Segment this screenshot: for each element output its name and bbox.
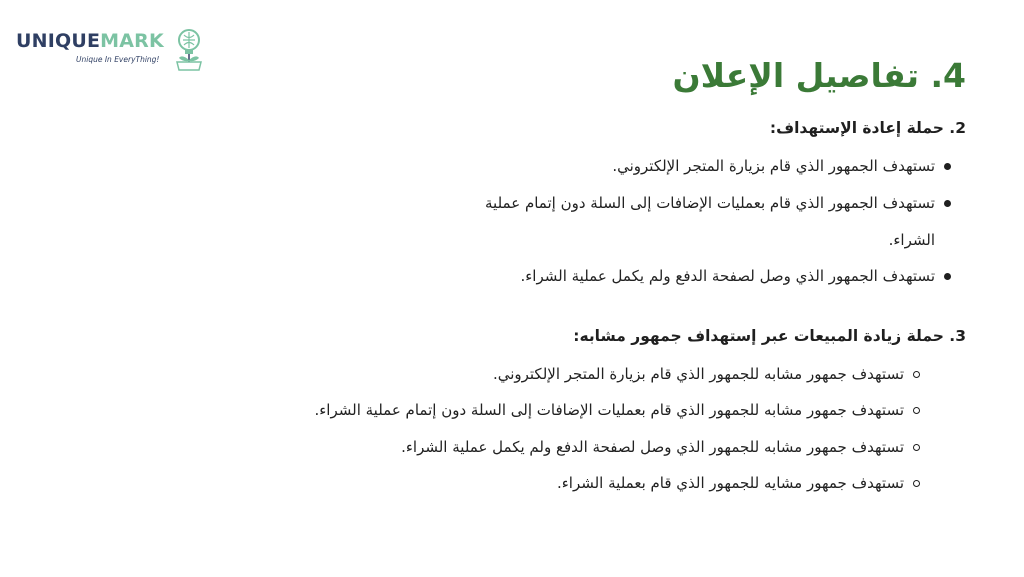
section-heading-lookalike: 3. حملة زيادة المبيعات عبر إستهداف جمهور مشابه: bbox=[573, 327, 966, 345]
logo-word-mark: MARK bbox=[100, 30, 164, 52]
list-item: تستهدف جمهور مشابه للجمهور الذي وصل لصفحة الدفع ولم يكمل عملية الشراء. bbox=[401, 438, 904, 456]
list-item: تستهدف الجمهور الذي قام بزيارة المتجر الإلكتروني. bbox=[612, 157, 935, 175]
bullet-disc bbox=[944, 163, 951, 170]
bullet-disc bbox=[944, 200, 951, 207]
section-heading-retargeting: 2. حملة إعادة الإستهداف: bbox=[769, 119, 966, 137]
bullet-circle bbox=[913, 444, 920, 451]
page-title: 4. تفاصيل الإعلان bbox=[672, 56, 966, 95]
list-item-continuation: الشراء. bbox=[888, 231, 935, 249]
logo-word-unique: UNIQUE bbox=[16, 30, 101, 52]
list-item: تستهدف جمهور مشابه للجمهور الذي قام بزيارة المتجر الإلكتروني. bbox=[492, 365, 904, 383]
list-item: تستهدف الجمهور الذي وصل لصفحة الدفع ولم يكمل عملية الشراء. bbox=[520, 267, 935, 285]
logo-tagline: Unique In EveryThing! bbox=[76, 55, 160, 64]
bullet-circle bbox=[913, 480, 920, 487]
logo-wordmark bbox=[16, 30, 164, 52]
bullet-circle bbox=[913, 407, 920, 414]
brand-logo bbox=[14, 28, 214, 74]
lightbulb-plant-icon bbox=[174, 28, 206, 72]
bullet-disc bbox=[944, 273, 951, 280]
list-item: تستهدف جمهور مشابه للجمهور الذي قام بعمليات الإضافات إلى السلة دون إتمام عملية الشراء. bbox=[314, 401, 904, 419]
list-item: تستهدف جمهور مشايه للجمهور الذي قام بعملية الشراء. bbox=[556, 474, 904, 492]
bullet-circle bbox=[913, 371, 920, 378]
list-item: تستهدف الجمهور الذي قام بعمليات الإضافات إلى السلة دون إتمام عملية bbox=[485, 194, 935, 212]
